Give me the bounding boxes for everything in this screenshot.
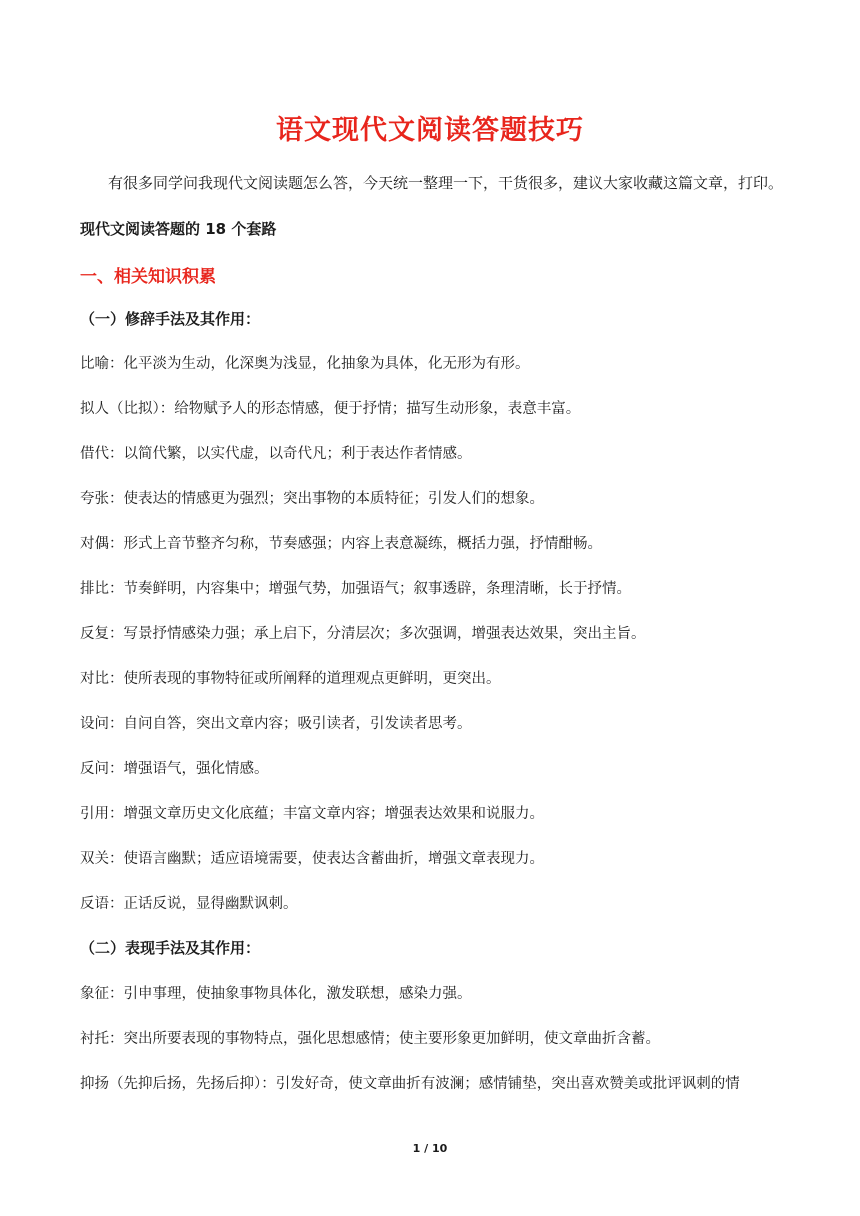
document-title: 语文现代文阅读答题技巧 [276,115,584,146]
rhetoric-entry: 引用：增强文章历史文化底蕴；丰富文章内容；增强表达效果和说服力。 [80,806,544,822]
intro-paragraph: 有很多同学问我现代文阅读题怎么答，今天统一整理一下，干货很多，建议大家收藏这篇文章，打印。 [108,174,784,192]
document-subtitle: 现代文阅读答题的 18 个套路 [80,220,277,238]
technique-entry: 象征：引申事理，使抽象事物具体化，激发联想，感染力强。 [80,986,472,1002]
rhetoric-entry: 借代：以简代繁，以实代虚，以奇代凡；利于表达作者情感。 [80,446,472,462]
sub-heading-technique: （二）表现手法及其作用： [80,939,261,957]
rhetoric-entry: 反语：正话反说，显得幽默讽刺。 [80,896,298,912]
rhetoric-entry: 比喻：化平淡为生动，化深奥为浅显，化抽象为具体，化无形为有形。 [80,356,530,372]
rhetoric-entry: 设问：自问自答，突出文章内容；吸引读者，引发读者思考。 [80,716,472,732]
page-number: 1 / 10 [412,1142,448,1155]
rhetoric-entry: 反问：增强语气，强化情感。 [80,761,269,777]
section-heading: 一、相关知识积累 [80,267,216,287]
rhetoric-entry: 夸张：使表达的情感更为强烈；突出事物的本质特征；引发人们的想象。 [80,491,544,507]
technique-entry: 衬托：突出所要表现的事物特点，强化思想感情；使主要形象更加鲜明，使文章曲折含蓄。 [80,1031,660,1047]
rhetoric-entry: 对偶：形式上音节整齐匀称，节奏感强；内容上表意凝练，概括力强，抒情酣畅。 [80,536,602,552]
technique-entry: 抑扬（先抑后扬，先扬后抑）：引发好奇，使文章曲折有波澜；感情铺垫，突出喜欢赞美或批评讽刺的情 [80,1076,740,1092]
rhetoric-entry: 反复：写景抒情感染力强；承上启下，分清层次；多次强调，增强表达效果，突出主旨。 [80,626,646,642]
rhetoric-entry: 拟人（比拟）：给物赋予人的形态情感，便于抒情；描写生动形象，表意丰富。 [80,401,581,417]
sub-heading-rhetoric: （一）修辞手法及其作用： [80,310,261,328]
rhetoric-entry: 对比：使所表现的事物特征或所阐释的道理观点更鲜明，更突出。 [80,671,501,687]
rhetoric-entry: 双关：使语言幽默；适应语境需要，使表达含蓄曲折，增强文章表现力。 [80,851,544,867]
rhetoric-entry: 排比：节奏鲜明，内容集中；增强气势，加强语气；叙事透辟，条理清晰，长于抒情。 [80,581,631,597]
